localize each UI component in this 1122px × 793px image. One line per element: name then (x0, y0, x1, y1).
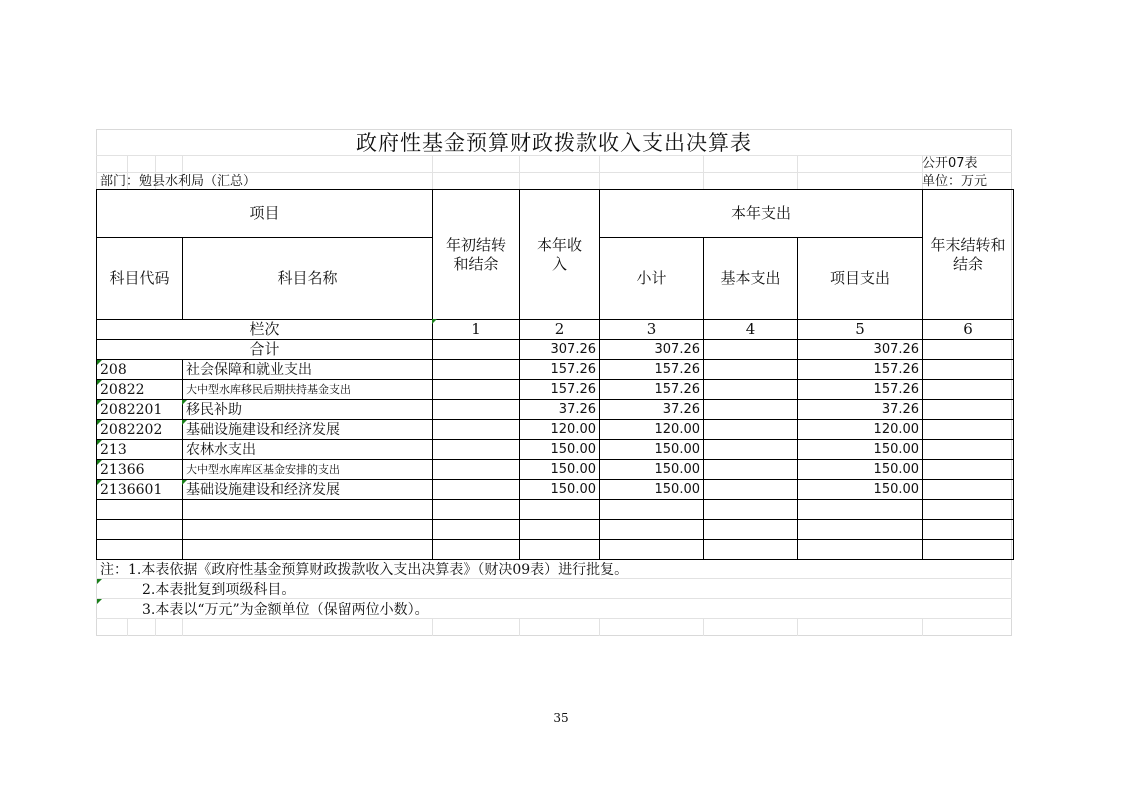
row-code: 208 (97, 360, 183, 380)
col-num: 3 (600, 320, 704, 340)
row-name: 大中型水库移民后期扶持基金支出 (183, 380, 433, 400)
empty-row (97, 520, 1014, 540)
empty-row (97, 540, 1014, 560)
cell-marker-icon (97, 380, 102, 385)
row-basic (704, 420, 798, 440)
grid-line (599, 155, 600, 189)
row-project: 150.00 (798, 460, 923, 480)
cell-marker-icon (97, 360, 102, 365)
row-subtotal: 150.00 (600, 460, 704, 480)
header-project: 项目支出 (798, 238, 923, 320)
unit-label: 单位：万元 (922, 174, 988, 189)
header-basic: 基本支出 (704, 238, 798, 320)
note-line: 注：1.本表依据《政府性基金预算财政拨款收入支出决算表》（财决09表）进行批复。 (100, 562, 629, 578)
table-row (97, 420, 1014, 440)
department-label: 部门：勉县水利局（汇总） (100, 174, 257, 189)
row-subtotal: 157.26 (600, 380, 704, 400)
grid-line (432, 155, 433, 189)
cell-marker-icon (97, 460, 102, 465)
table-row (97, 400, 1014, 420)
row-name: 大中型水库库区基金安排的支出 (183, 460, 433, 480)
header-subtotal: 小计 (600, 238, 704, 320)
row-basic (704, 380, 798, 400)
total-subtotal: 307.26 (600, 340, 704, 360)
row-basic (704, 460, 798, 480)
row-name: 基础设施建设和经济发展 (183, 420, 433, 440)
budget-table (96, 189, 1014, 560)
header-begin-balance: 年初结转和结余 (433, 190, 520, 320)
col-num: 2 (520, 320, 600, 340)
row-begin-balance (433, 360, 520, 380)
row-end-balance (923, 360, 1014, 380)
col-num: 5 (798, 320, 923, 340)
col-num: 1 (433, 320, 520, 340)
total-end-balance (923, 340, 1014, 360)
row-end-balance (923, 480, 1014, 500)
total-label: 合计 (97, 340, 433, 360)
grid-line (432, 618, 433, 636)
page-title: 政府性基金预算财政拨款收入支出决算表 (356, 131, 752, 155)
row-basic (704, 440, 798, 460)
row-income: 157.26 (520, 360, 600, 380)
table-row (97, 440, 1014, 460)
row-end-balance (923, 420, 1014, 440)
header-end-balance: 年末结转和结余 (923, 190, 1014, 320)
row-basic (704, 400, 798, 420)
col-num: 6 (923, 320, 1014, 340)
cell-marker-icon (97, 420, 102, 425)
row-end-balance (923, 460, 1014, 480)
col-index-label: 栏次 (97, 320, 433, 340)
row-end-balance (923, 400, 1014, 420)
table-number: 公开07表 (922, 156, 978, 171)
row-begin-balance (433, 460, 520, 480)
row-project: 157.26 (798, 380, 923, 400)
row-code: 2082201 (97, 400, 183, 420)
row-code: 20822 (97, 380, 183, 400)
grid-line (797, 155, 798, 189)
row-income: 150.00 (520, 460, 600, 480)
row-income: 120.00 (520, 420, 600, 440)
table-row (97, 360, 1014, 380)
grid-line (599, 618, 600, 636)
row-end-balance (923, 380, 1014, 400)
grid-line (182, 618, 183, 636)
row-income: 150.00 (520, 480, 600, 500)
header-item: 项目 (97, 190, 433, 238)
row-project: 150.00 (798, 480, 923, 500)
cell-marker-icon (97, 599, 102, 604)
header-income: 本年收入 (520, 190, 600, 320)
row-subtotal: 150.00 (600, 440, 704, 460)
table-row (97, 480, 1014, 500)
row-end-balance (923, 440, 1014, 460)
row-name: 社会保障和就业支出 (183, 360, 433, 380)
grid-line (703, 618, 704, 636)
row-code: 2082202 (97, 420, 183, 440)
row-name: 农林水支出 (183, 440, 433, 460)
grid-line (127, 618, 128, 636)
table-row (97, 380, 1014, 400)
row-begin-balance (433, 400, 520, 420)
row-name: 移民补助 (183, 400, 433, 420)
cell-marker-icon (432, 319, 437, 324)
row-project: 120.00 (798, 420, 923, 440)
row-basic (704, 480, 798, 500)
cell-marker-icon (97, 440, 102, 445)
row-basic (704, 360, 798, 380)
row-begin-balance (433, 440, 520, 460)
row-subtotal: 37.26 (600, 400, 704, 420)
total-income: 307.26 (520, 340, 600, 360)
grid-line (922, 618, 923, 636)
grid-line (155, 618, 156, 636)
row-code: 2136601 (97, 480, 183, 500)
row-begin-balance (433, 480, 520, 500)
grid-line (703, 155, 704, 189)
row-project: 37.26 (798, 400, 923, 420)
page-number: 35 (553, 711, 569, 725)
col-num: 4 (704, 320, 798, 340)
header-expense: 本年支出 (600, 190, 923, 238)
cell-marker-icon (182, 400, 187, 405)
note-line: 2.本表批复到项级科目。 (142, 582, 296, 598)
total-project: 307.26 (798, 340, 923, 360)
cell-marker-icon (182, 480, 187, 485)
row-subtotal: 120.00 (600, 420, 704, 440)
row-income: 157.26 (520, 380, 600, 400)
row-begin-balance (433, 380, 520, 400)
row-begin-balance (433, 420, 520, 440)
row-project: 150.00 (798, 440, 923, 460)
grid-line (797, 618, 798, 636)
cell-marker-icon (97, 400, 102, 405)
grid-line (519, 155, 520, 189)
row-project: 157.26 (798, 360, 923, 380)
total-begin-balance (433, 340, 520, 360)
cell-marker-icon (182, 420, 187, 425)
row-income: 150.00 (520, 440, 600, 460)
row-code: 21366 (97, 460, 183, 480)
grid-line (519, 618, 520, 636)
row-code: 213 (97, 440, 183, 460)
note-line: 3.本表以“万元”为金额单位（保留两位小数）。 (142, 602, 429, 618)
row-subtotal: 150.00 (600, 480, 704, 500)
row-name: 基础设施建设和经济发展 (183, 480, 433, 500)
cell-marker-icon (97, 480, 102, 485)
empty-row (97, 500, 1014, 520)
header-name: 科目名称 (183, 238, 433, 320)
total-basic (704, 340, 798, 360)
row-income: 37.26 (520, 400, 600, 420)
table-row (97, 460, 1014, 480)
row-subtotal: 157.26 (600, 360, 704, 380)
header-code: 科目代码 (97, 238, 183, 320)
